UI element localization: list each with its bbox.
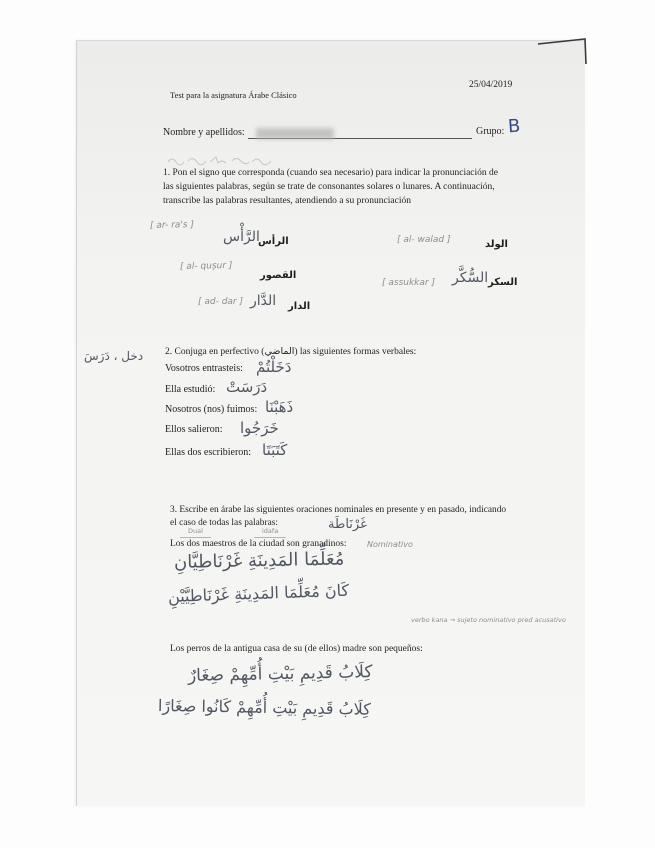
q3-margin-word: غَرْنَاطَة [328,517,367,532]
group-label: Grupo: [476,126,505,137]
q1-transcription: [ ar- ra's ] [149,220,195,231]
q1-handwritten-answer: الدَّار [250,293,277,309]
q1-instruction-line: transcribe las palabras resultantes, atendiendo a su pronunciación [163,196,411,206]
q3-prompt-line: el caso de todas las palabras: [170,518,279,528]
q2-row-answer: كَتَبَتَا [262,441,288,459]
q1-word: السكر [488,277,518,288]
q2-row-answer: دَخَلْتُمْ [256,358,292,376]
q1-word: الدار [288,301,311,312]
q2-row-answer: خَرَجُوا [240,419,279,437]
q2-row-label: Ella estudió: [165,384,216,395]
q1-word: القصور [260,270,297,281]
q3-note-nominativo: Nominativo [367,540,413,549]
q1-handwritten-answer: السُّكَّر [452,270,489,286]
q2-margin-note: دخل ، دَرَسَ [84,349,144,363]
q3-answer-past: كَانَ مُعَلِّمَا المَدِينَةِ غَرْنَاطِيَّيْنِ [167,580,350,606]
q1-word: الرأس [258,236,289,247]
q1-transcription: [ al- quṣur ] [179,260,233,272]
course-title: Test para la asignatura Árabe Clásico [170,90,297,100]
page-corner-shadow [536,36,588,66]
q1-handwritten-answer: الرَّأْس [223,229,260,245]
q3-note-dual: Dual [180,528,211,538]
q1-transcription: [ assukkar ] [382,278,435,288]
q2-row-label: Vosotros entrasteis: [165,363,243,374]
q1-instructions [163,166,498,208]
q2-row-label: Ellas dos escribieron: [165,447,252,458]
paper-sheet [76,40,585,806]
q3-sentence: Los dos maestros de la ciudad son granadinos: [170,539,347,549]
q2-prompt: 2. Conjuga en perfectivo (الماضي) las siguientes formas verbales: [165,347,417,357]
redacted-name [256,128,334,139]
q3-answer-present: كِلَابُ قَدِيمِ بَيْتِ أُمِّهِمْ صِغَارٌ [187,662,373,686]
q3-prompt-line: 3. Escribe en árabe las siguientes oraciones nominales en presente y en pasado, indicando [170,505,507,515]
test-date: 25/04/2019 [469,80,513,90]
group-value-handwritten: B [507,115,522,138]
q3-grammar-comment: verbo kana → sujeto nominativo pred acusativo [411,616,566,624]
q3-note-idafa: idafa [254,528,286,538]
q2-row-answer: ذَهَبْنَا [265,398,294,416]
q3-sentence: Los perros de la antigua casa de su (de ellos) madre son pequeños: [170,644,423,654]
q3-answer-past: كِلَابُ قَدِيمِ بَيْتِ أُمِّهِمْ كَانُوا صِغَارًا [157,696,371,719]
q3-answer-present: مُعَلِّمَا المَدِينَةِ غَرْنَاطِيَّانِ [173,548,345,573]
q2-row-label: Nosotros (nos) fuimos: [165,404,258,415]
q2-row-answer: دَرَسَتْ [226,378,268,396]
q1-transcription: [ al- walad ] [397,235,451,245]
q1-transcription: [ ad- dar ] [198,297,244,307]
q1-instruction-line: las siguientes palabras, según se trate de consonantes solares o lunares. A continuación, [163,182,495,192]
q2-row-label: Ellos salieron: [165,424,223,435]
q1-word: الولد [485,239,508,250]
q1-instruction-line: 1. Pon el signo que corresponda (cuando sea necesario) para indicar la pronunciación de [163,168,499,178]
name-label: Nombre y apellidos: [163,127,245,138]
